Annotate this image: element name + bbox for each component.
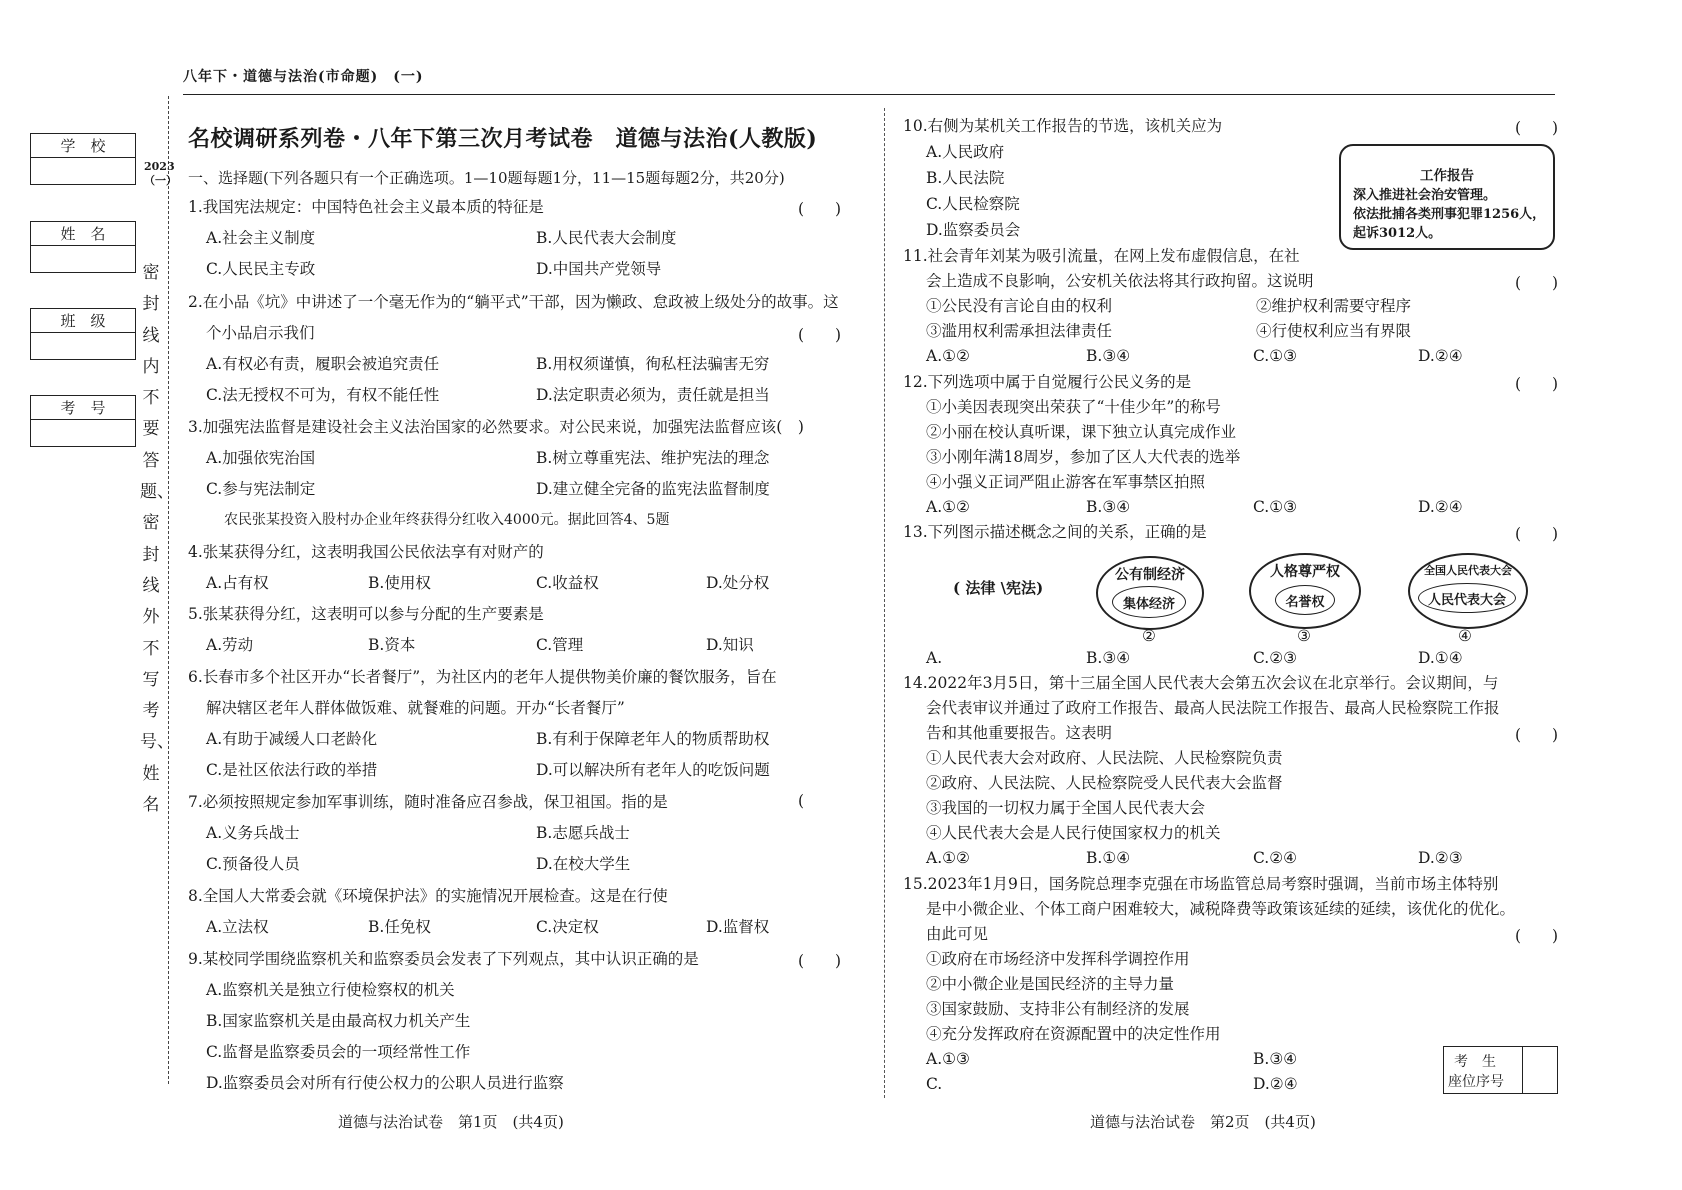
diagram1-outer-label: ( 法律 \宪法) bbox=[953, 579, 1044, 597]
q15-option-d[interactable]: D.②④ bbox=[1253, 1075, 1298, 1093]
q13-option-c[interactable]: C.②③ bbox=[1253, 649, 1298, 667]
q7-option-b[interactable]: B.志愿兵战士 bbox=[536, 824, 630, 842]
page1-footer: 道德与法治试卷 第1页 (共4页) bbox=[338, 1113, 564, 1131]
q5-option-c[interactable]: C.管理 bbox=[536, 636, 584, 654]
q11-statement-4: ④行使权利应当有界限 bbox=[1256, 322, 1412, 340]
q12-stem: 12.下列选项中属于自觉履行公民义务的是 bbox=[903, 373, 1192, 391]
q3-stem: 3.加强宪法监督是建设社会主义法治国家的必然要求。对公民来说，加强宪法监督应该( ) bbox=[188, 418, 804, 436]
q14-option-d[interactable]: D.②③ bbox=[1418, 849, 1463, 867]
q10-option-c[interactable]: C.人民检察院 bbox=[926, 195, 1020, 213]
q3-option-a[interactable]: A.加强依宪治国 bbox=[206, 449, 316, 467]
q7-stem: 7.必须按照规定参加军事训练，随时准备应召参战，保卫祖国。指的是 bbox=[188, 793, 668, 811]
q12-option-b[interactable]: B.③④ bbox=[1086, 498, 1131, 516]
q3-option-b[interactable]: B.树立尊重宪法、维护宪法的理念 bbox=[536, 449, 770, 467]
header-rule bbox=[183, 94, 1555, 95]
q4-stem: 4.张某获得分红，这表明我国公民依法享有对财产的 bbox=[188, 543, 544, 561]
q1-option-b[interactable]: B.人民代表大会制度 bbox=[536, 229, 677, 247]
q14-statement-2: ②政府、人民法院、人民检察院受人民代表大会监督 bbox=[926, 774, 1283, 792]
q2-stem-line2: 个小品启示我们 bbox=[206, 324, 315, 342]
class-label: 班 级 bbox=[31, 309, 135, 333]
q12-statement-3: ③小刚年满18周岁，参加了区人大代表的选举 bbox=[926, 448, 1241, 466]
q14-statement-4: ④人民代表大会是人民行使国家权力的机关 bbox=[926, 824, 1221, 842]
q2-answer-paren[interactable]: ( ) bbox=[798, 326, 842, 344]
q11-statement-3: ③滥用权利需承担法律责任 bbox=[926, 322, 1113, 340]
seat-number-divider bbox=[1522, 1047, 1523, 1093]
q1-option-a[interactable]: A.社会主义制度 bbox=[206, 229, 316, 247]
seal-line-warning: 密封线内不要答题、密封线外不写考号、姓名 bbox=[140, 263, 174, 816]
q15-statement-4: ④充分发挥政府在资源配置中的决定性作用 bbox=[926, 1025, 1221, 1043]
q13-option-d[interactable]: D.①④ bbox=[1418, 649, 1463, 667]
q9-option-c[interactable]: C.监督是监察委员会的一项经常性工作 bbox=[206, 1043, 471, 1061]
exam-number-label: 考 号 bbox=[31, 396, 135, 420]
seat-number-label-line1: 考 生 bbox=[1454, 1054, 1496, 1070]
q4-option-b[interactable]: B.使用权 bbox=[368, 574, 431, 592]
q10-option-a[interactable]: A.人民政府 bbox=[926, 143, 1005, 161]
q8-option-d[interactable]: D.监督权 bbox=[706, 918, 770, 936]
q14-option-a[interactable]: A.①② bbox=[926, 849, 970, 867]
q9-option-b[interactable]: B.国家监察机关是由最高权力机关产生 bbox=[206, 1012, 471, 1030]
q8-stem: 8.全国人大常委会就《环境保护法》的实施情况开展检查。这是在行使 bbox=[188, 887, 668, 905]
q6-stem-line2: 解决辖区老年人群体做饭难、就餐难的问题。开办“长者餐厅” bbox=[206, 699, 625, 717]
school-label: 学 校 bbox=[31, 134, 135, 158]
q15-option-a[interactable]: A.①③ bbox=[926, 1050, 970, 1068]
q2-option-b[interactable]: B.用权须谨慎，徇私枉法骗害无穷 bbox=[536, 355, 770, 373]
q13-stem: 13.下列图示描述概念之间的关系，正确的是 bbox=[903, 523, 1207, 541]
q8-option-c[interactable]: C.决定权 bbox=[536, 918, 599, 936]
q3-option-d[interactable]: D.建立健全完备的监宪法监督制度 bbox=[536, 480, 770, 498]
section-instructions: 一、选择题(下列各题只有一个正确选项。1—10题每题1分，11—15题每题2分，共20分) bbox=[188, 169, 785, 187]
seat-number-label-line2: 座位序号 bbox=[1448, 1074, 1504, 1090]
q15-stem-line2: 是中小微企业、个体工商户困难较大，减税降费等政策该延续的延续，该优化的优化。 bbox=[926, 900, 1516, 918]
q14-stem-line2: 会代表审议并通过了政府工作报告、最高人民法院工作报告、最高人民检察院工作报 bbox=[926, 699, 1500, 717]
q9-stem: 9.某校同学围绕监察机关和监察委员会发表了下列观点，其中认识正确的是 bbox=[188, 950, 699, 968]
q1-answer-paren[interactable]: ( ) bbox=[798, 200, 842, 218]
q15-option-c[interactable]: C. bbox=[926, 1075, 943, 1093]
q2-option-c[interactable]: C.法无授权不可为，有权不能任性 bbox=[206, 386, 440, 404]
q5-option-a[interactable]: A.劳动 bbox=[206, 636, 254, 654]
seat-number-box[interactable] bbox=[1443, 1046, 1558, 1094]
class-field[interactable] bbox=[30, 308, 136, 360]
q11-statement-1: ①公民没有言论自由的权利 bbox=[926, 297, 1113, 315]
name-label: 姓 名 bbox=[31, 222, 135, 246]
q5-option-b[interactable]: B.资本 bbox=[368, 636, 416, 654]
q12-statement-2: ②小丽在校认真听课，课下独立认真完成作业 bbox=[926, 423, 1237, 441]
q13-option-b[interactable]: B.③④ bbox=[1086, 649, 1131, 667]
q11-option-b[interactable]: B.③④ bbox=[1086, 347, 1131, 365]
q7-answer-paren[interactable]: ( bbox=[798, 792, 805, 810]
q15-stem-line1: 15.2023年1月9日，国务院总理李克强在市场监管总局考察时强调，当前市场主体特别 bbox=[903, 875, 1499, 893]
q3-option-c[interactable]: C.参与宪法制定 bbox=[206, 480, 316, 498]
q6-option-b[interactable]: B.有利于保障老年人的物质帮助权 bbox=[536, 730, 770, 748]
q14-option-c[interactable]: C.②④ bbox=[1253, 849, 1298, 867]
work-report-title: 工作报告 bbox=[1420, 168, 1474, 184]
q10-stem: 10.右侧为某机关工作报告的节选，该机关应为 bbox=[903, 117, 1223, 135]
q13-answer-paren[interactable]: ( ) bbox=[1515, 525, 1559, 543]
q15-stem-line3: 由此可见 bbox=[926, 925, 989, 943]
q4-option-c[interactable]: C.收益权 bbox=[536, 574, 599, 592]
q6-stem-line1: 6.长春市多个社区开办“长者餐厅”，为社区内的老年人提供物美价廉的餐饮服务，旨在 bbox=[188, 668, 777, 686]
diagram4-number: ④ bbox=[1458, 627, 1472, 645]
q14-stem-line1: 14.2022年3月5日，第十三届全国人民代表大会第五次会议在北京举行。会议期间，与 bbox=[903, 674, 1499, 692]
name-field[interactable] bbox=[30, 221, 136, 273]
diagram1-inner-label: 宪法 bbox=[1006, 579, 1037, 597]
q12-statement-1: ①小美因表现突出荣获了“十佳少年”的称号 bbox=[926, 398, 1221, 416]
q14-answer-paren[interactable]: ( ) bbox=[1515, 726, 1559, 744]
q12-option-d[interactable]: D.②④ bbox=[1418, 498, 1463, 516]
q12-answer-paren[interactable]: ( ) bbox=[1515, 375, 1559, 393]
q6-option-d[interactable]: D.可以解决所有老年人的吃饭问题 bbox=[536, 761, 770, 779]
work-report-line2: 依法批捕各类刑事犯罪1256人， bbox=[1353, 207, 1546, 222]
diagram4-outer-ellipse bbox=[1408, 553, 1528, 629]
q15-statement-2: ②中小微企业是国民经济的主导力量 bbox=[926, 975, 1175, 993]
q7-option-a[interactable]: A.义务兵战士 bbox=[206, 824, 300, 842]
q9-option-d[interactable]: D.监察委员会对所有行使公权力的公职人员进行监察 bbox=[206, 1074, 564, 1092]
q5-option-d[interactable]: D.知识 bbox=[706, 636, 754, 654]
page-header: 八年下・道德与法治(市命题) (一) bbox=[183, 69, 424, 85]
q11-stem-line2: 会上造成不良影响，公安机关依法将其行政拘留。这说明 bbox=[926, 272, 1314, 290]
exam-number-field[interactable] bbox=[30, 395, 136, 447]
q10-option-d[interactable]: D.监察委员会 bbox=[926, 221, 1021, 239]
q14-stem-line3: 告和其他重要报告。这表明 bbox=[926, 724, 1113, 742]
q6-option-a[interactable]: A.有助于减缓人口老龄化 bbox=[206, 730, 378, 748]
q13-option-a[interactable]: A. bbox=[926, 649, 943, 667]
diagram3-inner-label: 名誉权 bbox=[1275, 585, 1335, 615]
q5-stem: 5.张某获得分红，这表明可以参与分配的生产要素是 bbox=[188, 605, 544, 623]
diagram4-inner-label: 人民代表大会 bbox=[1418, 583, 1516, 613]
diagram2-outer-label: 公有制经济 bbox=[1115, 567, 1185, 583]
q1-option-d[interactable]: D.中国共产党领导 bbox=[536, 260, 662, 278]
q11-stem-line1: 11.社会青年刘某为吸引流量，在网上发布虚假信息，在社 bbox=[903, 247, 1300, 265]
q8-option-a[interactable]: A.立法权 bbox=[206, 918, 269, 936]
q2-option-d[interactable]: D.法定职责必须为，责任就是担当 bbox=[536, 386, 770, 404]
q2-option-a[interactable]: A.有权必有责，履职会被追究责任 bbox=[206, 355, 440, 373]
q4-5-material: 农民张某投资入股村办企业年终获得分红收入4000元。据此回答4、5题 bbox=[224, 512, 670, 528]
diagram2-outer-ellipse bbox=[1096, 556, 1204, 630]
q9-answer-paren[interactable]: ( ) bbox=[798, 952, 842, 970]
q15-option-b[interactable]: B.③④ bbox=[1253, 1050, 1298, 1068]
binding-line bbox=[168, 96, 169, 1084]
q2-stem-line1: 2.在小品《坑》中讲述了一个毫无作为的“躺平式”干部，因为懒政、怠政被上级处分的故事。这 bbox=[188, 293, 839, 311]
q11-statement-2: ②维护权利需要守程序 bbox=[1256, 297, 1412, 315]
q7-option-d[interactable]: D.在校大学生 bbox=[536, 855, 631, 873]
page2-footer: 道德与法治试卷 第2页 (共4页) bbox=[1090, 1113, 1316, 1131]
q1-stem: 1.我国宪法规定：中国特色社会主义最本质的特征是 bbox=[188, 198, 544, 216]
q4-option-d[interactable]: D.处分权 bbox=[706, 574, 770, 592]
q7-option-c[interactable]: C.预备役人员 bbox=[206, 855, 300, 873]
q11-option-c[interactable]: C.①③ bbox=[1253, 347, 1298, 365]
exam-title: 名校调研系列卷・八年下第三次月考试卷 道德与法治(人教版) bbox=[188, 126, 818, 152]
diagram3-outer-ellipse bbox=[1249, 553, 1361, 629]
q6-option-c[interactable]: C.是社区依法行政的举措 bbox=[206, 761, 378, 779]
q8-option-b[interactable]: B.任免权 bbox=[368, 918, 431, 936]
school-field[interactable] bbox=[30, 133, 136, 185]
q15-statement-1: ①政府在市场经济中发挥科学调控作用 bbox=[926, 950, 1190, 968]
diagram3-number: ③ bbox=[1297, 627, 1311, 645]
work-report-line3: 起诉3012人。 bbox=[1353, 226, 1442, 241]
diagram2-number: ② bbox=[1142, 627, 1156, 645]
q11-answer-paren[interactable]: ( ) bbox=[1515, 274, 1559, 292]
q15-statement-3: ③国家鼓励、支持非公有制经济的发展 bbox=[926, 1000, 1190, 1018]
q12-option-c[interactable]: C.①③ bbox=[1253, 498, 1298, 516]
q10-answer-paren[interactable]: ( ) bbox=[1515, 119, 1559, 137]
q14-option-b[interactable]: B.①④ bbox=[1086, 849, 1131, 867]
q9-option-a[interactable]: A.监察机关是独立行使检察权的机关 bbox=[206, 981, 455, 999]
diagram2-inner-label: 集体经济 bbox=[1112, 586, 1186, 618]
q11-option-a[interactable]: A.①② bbox=[926, 347, 970, 365]
column-divider bbox=[884, 108, 885, 1098]
year-vertical-text: 2023（一） bbox=[144, 160, 177, 187]
q4-option-a[interactable]: A.占有权 bbox=[206, 574, 269, 592]
q14-statement-3: ③我国的一切权力属于全国人民代表大会 bbox=[926, 799, 1206, 817]
q15-answer-paren[interactable]: ( ) bbox=[1515, 927, 1559, 945]
work-report-box bbox=[1339, 144, 1555, 250]
work-report-line1: 深入推进社会治安管理。 bbox=[1353, 188, 1497, 203]
q12-statement-4: ④小强义正词严阻止游客在军事禁区拍照 bbox=[926, 473, 1206, 491]
q11-option-d[interactable]: D.②④ bbox=[1418, 347, 1463, 365]
diagram4-outer-label: 全国人民代表大会 bbox=[1424, 564, 1512, 577]
q10-option-b[interactable]: B.人民法院 bbox=[926, 169, 1005, 187]
diagram3-outer-label: 人格尊严权 bbox=[1270, 564, 1340, 580]
q14-statement-1: ①人民代表大会对政府、人民法院、人民检察院负责 bbox=[926, 749, 1283, 767]
q1-option-c[interactable]: C.人民民主专政 bbox=[206, 260, 316, 278]
q12-option-a[interactable]: A.①② bbox=[926, 498, 970, 516]
